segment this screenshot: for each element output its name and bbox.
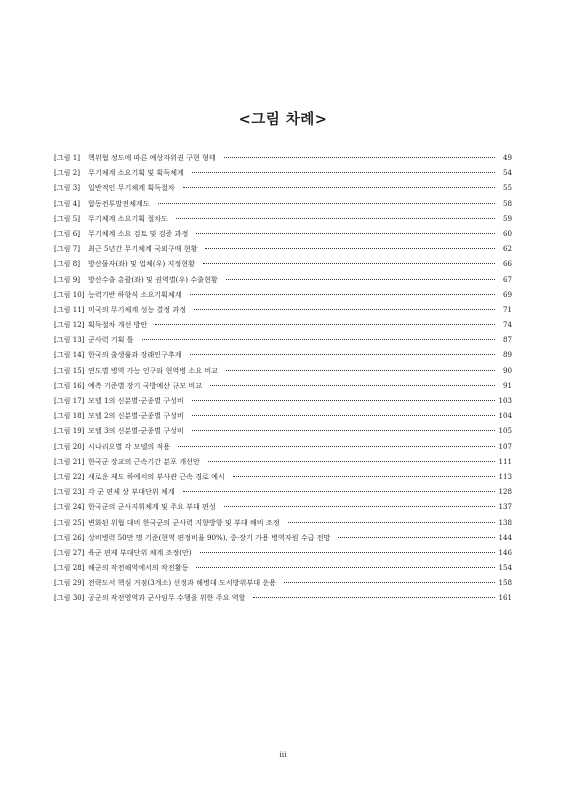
figure-entry[interactable] xyxy=(54,256,512,271)
figure-page-number: 146 xyxy=(498,547,512,557)
figure-number: [그림 27] xyxy=(54,547,85,557)
figure-title: 한국군 장교의 근속기간 분포 개선안 xyxy=(88,456,200,466)
figure-title: 각 군 편제 상 부대단위 체계 xyxy=(88,487,175,497)
figure-number: [그림 9] xyxy=(54,274,81,284)
figure-page-number: 59 xyxy=(502,213,512,223)
dot-leader xyxy=(190,294,495,295)
figure-title: 방산수출 총괄(좌) 및 권역별(우) 수출현황 xyxy=(88,274,218,284)
figure-entry[interactable] xyxy=(54,484,512,499)
dot-leader xyxy=(192,415,495,416)
figure-page-number: 49 xyxy=(502,153,512,162)
figure-page-number: 144 xyxy=(498,532,512,542)
figure-page-number: 90 xyxy=(502,365,512,375)
figure-title: 예측 기준별 장기 국방예산 규모 비교 xyxy=(88,380,203,390)
figure-number: [그림 30] xyxy=(54,593,85,603)
figure-title: 무기체계 소요기획 및 획득체계 xyxy=(88,168,184,178)
figure-title: 무기체계 소요 검토 및 검증 과정 xyxy=(88,228,189,238)
figure-entry[interactable] xyxy=(54,302,512,317)
figure-page-number: 55 xyxy=(502,183,512,193)
figure-title: 모델 3의 신분별·군종별 구성비 xyxy=(88,426,184,436)
figure-page-number: 91 xyxy=(502,380,512,390)
figure-title: 연도별 병역 가능 인구와 현역병 소요 비교 xyxy=(88,365,219,375)
dot-leader xyxy=(192,172,495,173)
figure-title: 한국의 출생률과 장래인구추계 xyxy=(88,350,182,360)
figure-title: 상비병력 50만 명 기준(현역 편정비율 90%), 중·장기 가용 병역자원 수급 전망 xyxy=(88,532,331,542)
figure-entry[interactable] xyxy=(54,530,512,545)
figure-title: 군사력 기획 틀 xyxy=(88,335,134,345)
figure-number: [그림 15] xyxy=(54,365,85,375)
dot-leader xyxy=(284,582,495,583)
figure-entry[interactable] xyxy=(54,272,512,287)
figure-number: [그림 19] xyxy=(54,426,85,436)
figure-number: [그림 22] xyxy=(54,471,85,481)
figure-number: [그림 25] xyxy=(54,517,85,527)
figure-page-number: 71 xyxy=(502,304,512,314)
figure-entry[interactable] xyxy=(54,408,512,423)
figure-number: [그림 17] xyxy=(54,396,85,405)
figure-entry[interactable] xyxy=(54,515,512,530)
figure-title: 미국의 무기체계 성능 결정 과정 xyxy=(88,304,187,314)
dot-leader xyxy=(338,537,495,538)
figure-entry[interactable] xyxy=(54,287,512,302)
dot-leader xyxy=(253,597,495,598)
figure-list xyxy=(54,150,512,606)
figure-entry[interactable] xyxy=(54,196,512,211)
figure-number: [그림 29] xyxy=(54,578,85,588)
figure-number: [그림 23] xyxy=(54,487,85,497)
dot-leader xyxy=(226,279,495,280)
figure-title: 새로운 제도 하에서의 부사관 근속 경로 예시 xyxy=(88,471,225,481)
figure-entry[interactable] xyxy=(54,211,512,226)
figure-number: [그림 3] xyxy=(54,183,81,193)
figure-number: [그림 26] xyxy=(54,532,85,542)
figure-page-number: 66 xyxy=(502,259,512,269)
figure-title: 시나리오별 각 모델의 적용 xyxy=(88,441,171,451)
figure-page-number: 74 xyxy=(502,320,512,330)
figure-title: 육군 편제 부대단위 체계 조정(안) xyxy=(88,547,192,557)
figure-title: 전략도서 핵심 거점(3개소) 선정과 해병대 도서방위부대 운용 xyxy=(88,578,277,588)
figure-page-number: 158 xyxy=(498,578,512,588)
figure-entry[interactable] xyxy=(54,439,512,454)
figure-entry[interactable] xyxy=(54,423,512,438)
figure-entry[interactable] xyxy=(54,241,512,256)
figure-entry[interactable] xyxy=(54,317,512,332)
dot-leader xyxy=(224,506,495,507)
figure-title: 변화된 위협 대비 한국군의 군사력 지향방향 및 부대 배비 조정 xyxy=(88,517,280,527)
dot-leader xyxy=(205,248,495,249)
dot-leader xyxy=(224,157,495,158)
figure-title: 최근 5년간 무기체계 국외구매 현황 xyxy=(88,244,198,254)
dot-leader xyxy=(208,461,495,462)
dot-leader xyxy=(288,522,495,523)
dot-leader xyxy=(158,203,495,204)
figure-number: [그림 8] xyxy=(54,259,81,269)
figure-title: 획득절차 개선 방안 xyxy=(88,320,148,330)
figure-number: [그림 1] xyxy=(54,153,81,162)
figure-title: 해군의 작전해역에서의 작전활동 xyxy=(88,563,189,573)
dot-leader xyxy=(194,309,495,310)
figure-title: 공군의 작전영역과 군사임무 수행을 위한 주요 역할 xyxy=(88,593,246,603)
dot-leader xyxy=(183,187,495,188)
figure-number: [그림 14] xyxy=(54,350,85,360)
dot-leader xyxy=(176,218,495,219)
figure-entry[interactable] xyxy=(54,226,512,241)
figure-page-number: 54 xyxy=(502,168,512,178)
figure-entry[interactable] xyxy=(54,469,512,484)
dot-leader xyxy=(200,552,495,553)
figure-number: [그림 7] xyxy=(54,244,81,254)
figure-entry[interactable] xyxy=(54,499,512,514)
dot-leader xyxy=(196,233,495,234)
figure-number: [그림 16] xyxy=(54,380,85,390)
dot-leader xyxy=(178,446,495,447)
figure-page-number: 69 xyxy=(502,289,512,299)
figure-title: 한국군의 군사지휘체계 및 주요 부대 편성 xyxy=(88,502,216,512)
figure-number: [그림 20] xyxy=(54,441,85,451)
figure-title: 합동전투발전체계도 xyxy=(88,198,150,208)
figure-entry[interactable] xyxy=(54,393,512,408)
figure-title: 무기체계 소요기획 절차도 xyxy=(88,213,168,223)
figure-title: 모델 1의 신분별·군종별 구성비 xyxy=(88,396,184,405)
figure-title: 능력기반 하향식 소요기획체계 xyxy=(88,289,182,299)
figure-number: [그림 12] xyxy=(54,320,85,330)
dot-leader xyxy=(183,491,495,492)
dot-leader xyxy=(226,370,495,371)
figure-entry[interactable] xyxy=(54,590,512,605)
figure-title: 일반적인 무기체계 획득절차 xyxy=(88,183,175,193)
figure-number: [그림 10] xyxy=(54,289,85,299)
figure-entry[interactable] xyxy=(54,378,512,393)
dot-leader xyxy=(190,354,495,355)
figure-entry[interactable] xyxy=(54,332,512,347)
figure-page-number: 111 xyxy=(498,456,512,466)
figure-page-number: 137 xyxy=(498,502,512,512)
figure-page-number: 67 xyxy=(502,274,512,284)
figure-page-number: 128 xyxy=(498,487,512,497)
dot-leader xyxy=(192,400,495,401)
figure-entry[interactable] xyxy=(54,454,512,469)
figure-entry[interactable] xyxy=(54,363,512,378)
figure-number: [그림 24] xyxy=(54,502,85,512)
figure-page-number: 89 xyxy=(502,350,512,360)
figure-entry[interactable] xyxy=(54,180,512,195)
figure-number: [그림 21] xyxy=(54,456,85,466)
figure-page-number: 107 xyxy=(498,441,512,451)
dot-leader xyxy=(233,476,495,477)
dot-leader xyxy=(155,324,495,325)
figure-page-number: 161 xyxy=(498,593,512,603)
figure-page-number: 104 xyxy=(498,411,512,421)
figure-title: 모델 2의 신분별·군종별 구성비 xyxy=(88,411,184,421)
figure-page-number: 62 xyxy=(502,244,512,254)
figure-page-number: 154 xyxy=(498,563,512,573)
figure-number: [그림 2] xyxy=(54,168,81,178)
figure-entry[interactable] xyxy=(54,165,512,180)
figure-number: [그림 18] xyxy=(54,411,85,421)
figure-page-number: 58 xyxy=(502,198,512,208)
figure-page-number: 87 xyxy=(502,335,512,345)
dot-leader xyxy=(210,385,495,386)
figure-entry[interactable] xyxy=(54,575,512,590)
figure-number: [그림 28] xyxy=(54,563,85,573)
dot-leader xyxy=(142,339,495,340)
figure-number: [그림 11] xyxy=(54,304,85,314)
figure-title: 방산물자(좌) 및 업체(우) 지정현황 xyxy=(88,259,195,269)
figure-page-number: 113 xyxy=(498,471,512,481)
page-number: iii xyxy=(279,750,287,759)
figure-number: [그림 6] xyxy=(54,228,81,238)
figure-page-number: 105 xyxy=(498,426,512,436)
figure-title: 핵위협 정도에 따른 예상자위권 구현 형태 xyxy=(88,153,216,162)
figure-page-number: 60 xyxy=(502,228,512,238)
figure-entry[interactable] xyxy=(54,150,512,165)
dot-leader xyxy=(196,567,495,568)
figure-number: [그림 4] xyxy=(54,198,81,208)
page-title: <그림 차례> xyxy=(238,111,328,128)
dot-leader xyxy=(192,430,495,431)
dot-leader xyxy=(203,263,495,264)
figure-page-number: 138 xyxy=(498,517,512,527)
figure-number: [그림 5] xyxy=(54,213,81,223)
figure-page-number: 103 xyxy=(498,396,512,405)
figure-entry[interactable] xyxy=(54,560,512,575)
figure-entry[interactable] xyxy=(54,347,512,362)
figure-number: [그림 13] xyxy=(54,335,85,345)
figure-entry[interactable] xyxy=(54,545,512,560)
